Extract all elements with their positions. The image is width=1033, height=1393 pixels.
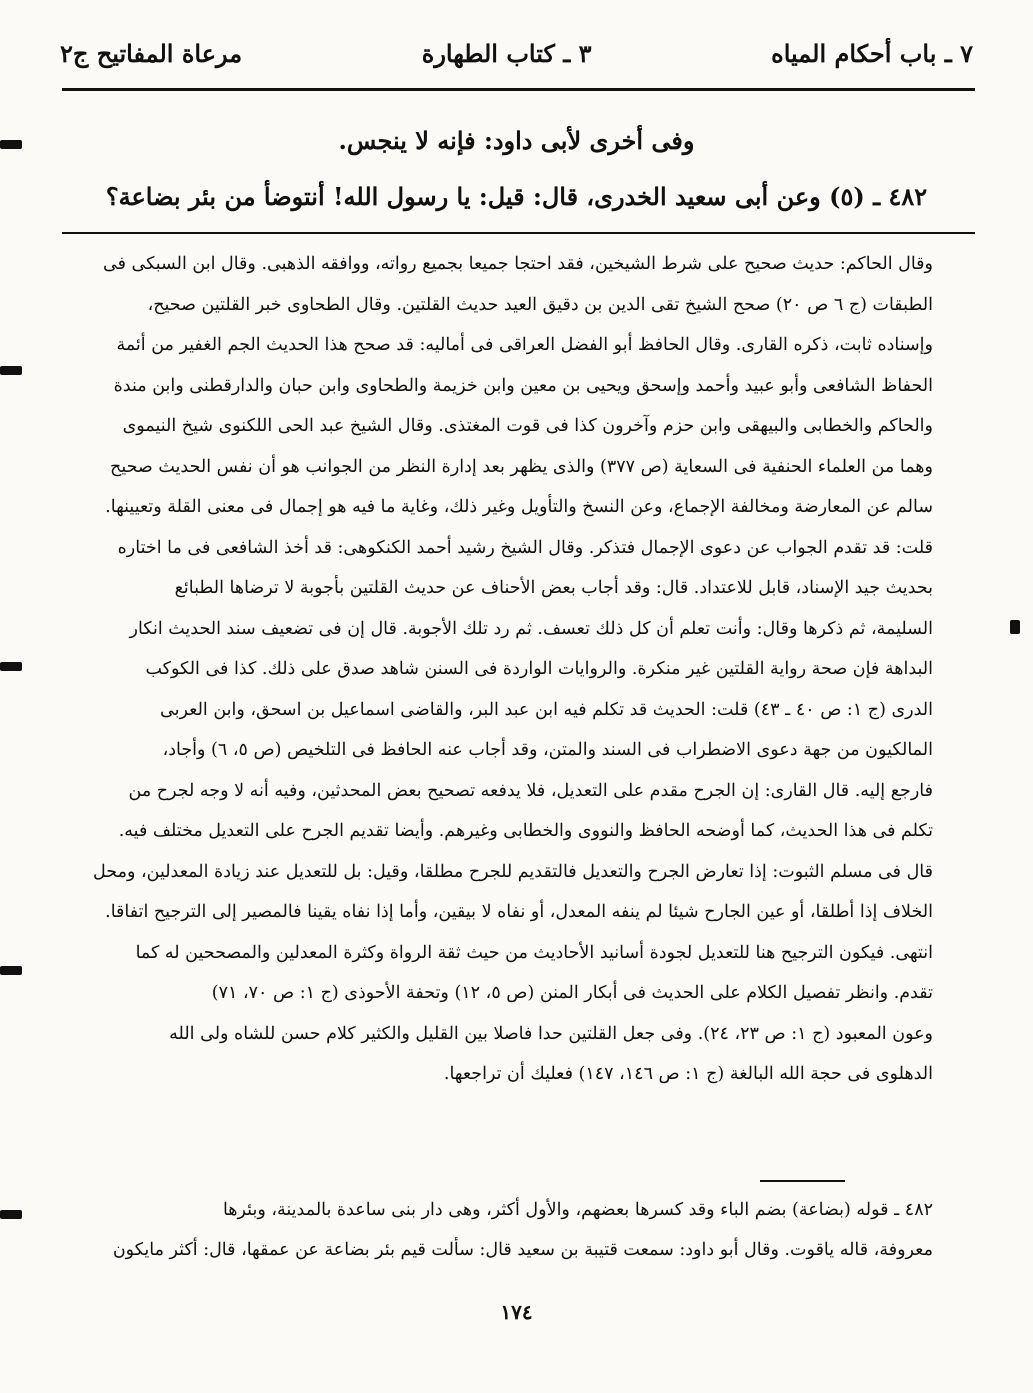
page-number: ١٧٤ xyxy=(500,1300,533,1324)
commentary-divider xyxy=(62,232,975,234)
commentary-block xyxy=(72,244,933,1095)
commentary-line: بحديث جيد الإسناد، قابل للاعتداد. قال: وقد أجاب بعض الأحناف عن حديث القلتين بأجوبة لا ترضاها الطبائع xyxy=(174,578,933,598)
header-bab: ٧ ـ باب أحكام المياه xyxy=(771,38,973,68)
commentary-line: المالكيون من جهة دعوى الاضطراب فى السند والمتن، وقد أجاب عنه الحافظ فى التلخيص (ص ٥، ٦) وأجاد، xyxy=(162,740,933,760)
commentary-line: الطبقات (ج ٦ ص ٢٠) صحح الشيخ تقى الدين بن دقيق العيد حديث القلتين. وقال الطحاوى خبر القلتين صحيح، xyxy=(147,294,933,315)
footnote-line: معروفة، قاله ياقوت. وقال أبو داود: سمعت قتيبة بن سعيد قال: سألت قيم بئر بضاعة عن عمقها، قال: أكثر مايكون xyxy=(112,1240,933,1260)
commentary-line: وقال الحاكم: حديث صحيح على شرط الشيخين، فقد احتجا جميعا بجميع رواته، ووافقه الذهبى. وقال ابن السبكى فى xyxy=(102,254,933,274)
running-header xyxy=(60,28,973,78)
footnote-line: ٤٨٢ ـ قوله (بضاعة) بضم الباء وقد كسرها بعضهم، والأول أكثر، وهى دار بنى ساعدة بالمدينة، وبئرها xyxy=(222,1200,933,1220)
header-kitab: ٣ ـ كتاب الطهارة xyxy=(421,38,592,68)
scan-margin-mark xyxy=(0,140,22,149)
main-text-line: وفى أخرى لأبى داود: فإنه لا ينجس. xyxy=(338,126,695,155)
commentary-line: سالم عن المعارضة ومخالفة الإجماع، وعن النسخ والتأويل وغير ذلك، وغاية ما فيه هو إجمال فى معنى القلة وتعيينها. xyxy=(105,497,933,517)
commentary-line: قال فى مسلم الثبوت: إذا تعارض الجرح والتعديل فالتقديم للجرح مطلقا، وقيل: بل للتعديل عند زيادة المعدلين، ومحل xyxy=(93,861,933,882)
footnote-482 xyxy=(72,1190,933,1270)
commentary-line: انتهى. فيكون الترجيح هنا للتعديل لجودة أسانيد الأحاديث من حيث ثقة الرواة وكثرة المعدلين والمصححين له كما xyxy=(135,942,933,963)
commentary-line: قلت: قد تقدم الجواب عن دعوى الإجمال فتذكر. وقال الشيخ رشيد أحمد الكنكوهى: قد أخذ الشافعى فى ما اختاره xyxy=(117,537,933,558)
commentary-line: والحاكم والخطابى والبيهقى وابن حزم وآخرون كذا فى قوت المغتذى. وقال الشيخ عبد الحى اللكنوى شيخ النيموى xyxy=(122,416,933,436)
commentary-line: وعون المعبود (ج ١: ص ٢٣، ٢٤). وفى جعل القلتين حدا فاصلا بين القليل والكثير كلام حسن للشاه ولى الله xyxy=(169,1023,933,1044)
header-rule xyxy=(62,88,975,91)
header-book-title: مرعاة المفاتيح ج٢ xyxy=(60,38,243,68)
scan-margin-mark xyxy=(0,1210,22,1219)
scan-margin-mark xyxy=(0,966,22,975)
commentary-line: الحفاظ الشافعى وأبو عبيد وأحمد وإسحق ويحيى بن معين وابن خزيمة والطحاوى وابن حبان والدارقطنى وابن مندة xyxy=(113,375,933,396)
commentary-line: السليمة، ثم ذكرها وقال: وأنت تعلم أن كل ذلك تعسف. ثم رد تلك الأجوبة. قال إن فى تضعيف سند الحديث انكار xyxy=(129,618,933,639)
main-text xyxy=(72,118,961,220)
footnote-separator xyxy=(760,1180,845,1182)
commentary-line: وهما من العلماء الحنفية فى السعاية (ص ٣٧٧) والذى يظهر بعد إدارة النظر من الجوانب هو أن نفس الحديث صحيح xyxy=(110,456,933,477)
scan-margin-mark xyxy=(0,366,22,375)
commentary-line: الدرى (ج ١: ص ٤٠ ـ ٤٣) قلت: الحديث قد تكلم فيه ابن عبد البر، والقاضى اسماعيل بن اسحق، وابن العربى xyxy=(160,699,933,720)
commentary-line: وإسناده ثابت، ذكره القارى. وقال الحافظ أبو الفضل العراقى فى أماليه: قد صحح هذا الحديث الجم الغفير من أئمة xyxy=(116,335,933,355)
hadith-482-line: ٤٨٢ ـ (٥) وعن أبى سعيد الخدرى، قال: قيل: يا رسول الله! أنتوضأ من بئر بضاعة؟ xyxy=(105,182,928,211)
commentary-line: فارجع إليه. قال القارى: إن الجرح مقدم على التعديل، فلا يدفعه تصحيح بعض المحدثين، وفيه أنه لا وجه لجرح من xyxy=(128,780,933,801)
scan-margin-mark xyxy=(0,662,22,671)
commentary-line: تقدم. وانظر تفصيل الكلام على الحديث فى أبكار المنن (ص ٥، ١٢) وتحفة الأحوذى (ج ١: ص ٧٠، ٧١) xyxy=(211,983,933,1003)
commentary-line: البداهة فإن صحة رواية القلتين غير منكرة. والروايات الواردة فى السنن شاهد صدق على ذلك. كذا فى الكوكب xyxy=(145,659,933,679)
commentary-line: تكلم فى هذا الحديث، كما أوضحه الحافظ والنووى والخطابى وغيرهم. وأيضا تقديم الجرح على التعديل مختلف فيه. xyxy=(118,821,933,841)
scan-margin-mark xyxy=(1010,620,1020,634)
commentary-line: الخلاف إذا أطلقا، أو عين الجارح شيئا لم ينفه المعدل، أو نفاه لا بيقين، وأما إذا نفاه يقينا فالمصير إلى الترجيح اتفاقا. xyxy=(105,902,933,922)
commentary-line: الدهلوى فى حجة الله البالغة (ج ١: ص ١٤٦، ١٤٧) فعليك أن تراجعها. xyxy=(443,1064,933,1084)
